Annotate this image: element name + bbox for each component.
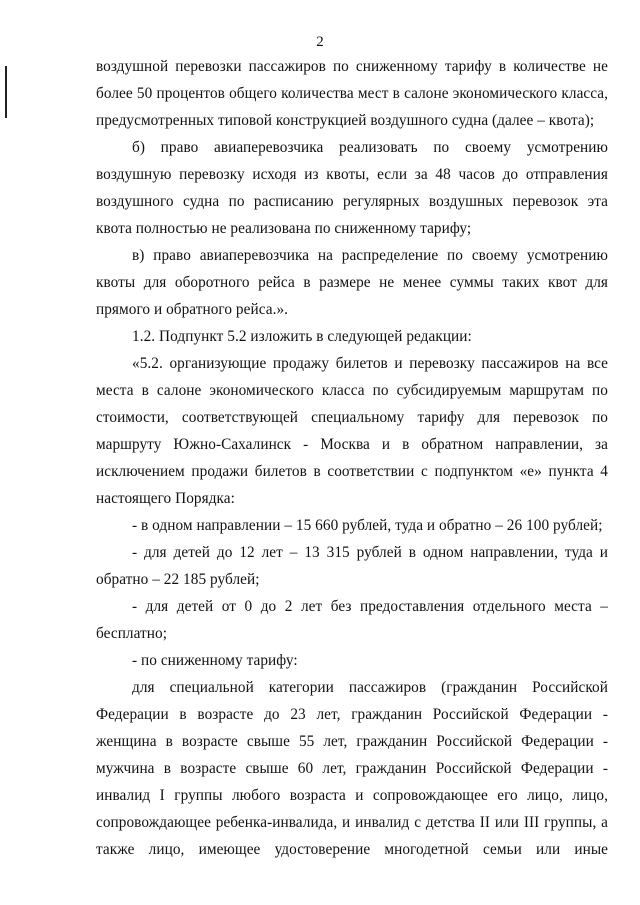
body-line: инвалид I группы любого возраста и сопровождающее его лицо, лицо, — [96, 787, 608, 804]
body-line: 1.2. Подпункт 5.2 изложить в следующей редакции: — [132, 328, 472, 345]
body-line: в) право авиаперевозчика на распределение по своему усмотрению — [132, 247, 608, 264]
body-line: мужчина в возрасте свыше 60 лет, гражданин Российской Федерации - — [96, 760, 608, 777]
body-line: Федерации в возрасте до 23 лет, гражданин Российской Федерации - — [96, 706, 608, 723]
page-number: 2 — [316, 34, 324, 50]
body-line: стоимости, соответствующей специальному тарифу для перевозок по — [96, 409, 608, 426]
body-line: - в одном направлении – 15 660 рублей, туда и обратно – 26 100 рублей; — [132, 517, 603, 534]
body-line: «5.2. организующие продажу билетов и перевозку пассажиров на все — [132, 355, 608, 372]
body-line: маршруту Южно-Сахалинск - Москва и в обратном направлении, за — [96, 436, 608, 453]
margin-mark — [5, 66, 7, 118]
body-line: - по сниженному тарифу: — [132, 652, 298, 669]
body-line: бесплатно; — [96, 625, 168, 642]
body-line: для специальной категории пассажиров (гражданин Российской — [132, 679, 608, 696]
body-line: воздушную перевозку исходя из квоты, если за 48 часов до отправления — [96, 166, 608, 183]
body-line: женщина в возрасте свыше 55 лет, гражданин Российской Федерации - — [96, 733, 608, 750]
body-line: б) право авиаперевозчика реализовать по своему усмотрению — [132, 139, 608, 156]
body-line: сопровождающее ребенка-инвалида, и инвалид с детства II или III группы, а — [96, 814, 608, 831]
body-line: настоящего Порядка: — [96, 490, 235, 507]
body-line: квота полностью не реализована по сниженному тарифу; — [96, 220, 472, 237]
body-line: - для детей до 12 лет – 13 315 рублей в одном направлении, туда и — [132, 544, 608, 561]
body-line: прямого и обратного рейса.». — [96, 301, 289, 318]
body-line: воздушного судна по расписанию регулярных воздушных перевозок эта — [96, 193, 608, 210]
body-line: более 50 процентов общего количества мест в салоне экономического класса, — [96, 85, 608, 102]
body-line: места в салоне экономического класса по субсидируемым маршрутам по — [96, 382, 608, 399]
body-line: обратно – 22 185 рублей; — [96, 571, 260, 588]
body-line: - для детей от 0 до 2 лет без предоставления отдельного места – — [132, 598, 608, 615]
body-line: предусмотренных типовой конструкцией воздушного судна (далее – квота); — [96, 112, 595, 129]
body-line: воздушной перевозки пассажиров по сниженному тарифу в количестве не — [96, 58, 608, 75]
body-line: исключением продажи билетов в соответствии с подпунктом «е» пункта 4 — [96, 463, 608, 480]
body-line: также лицо, имеющее удостоверение многодетной семьи или иные — [96, 841, 608, 858]
body-line: квоты для оборотного рейса в размере не менее суммы таких квот для — [96, 274, 608, 291]
